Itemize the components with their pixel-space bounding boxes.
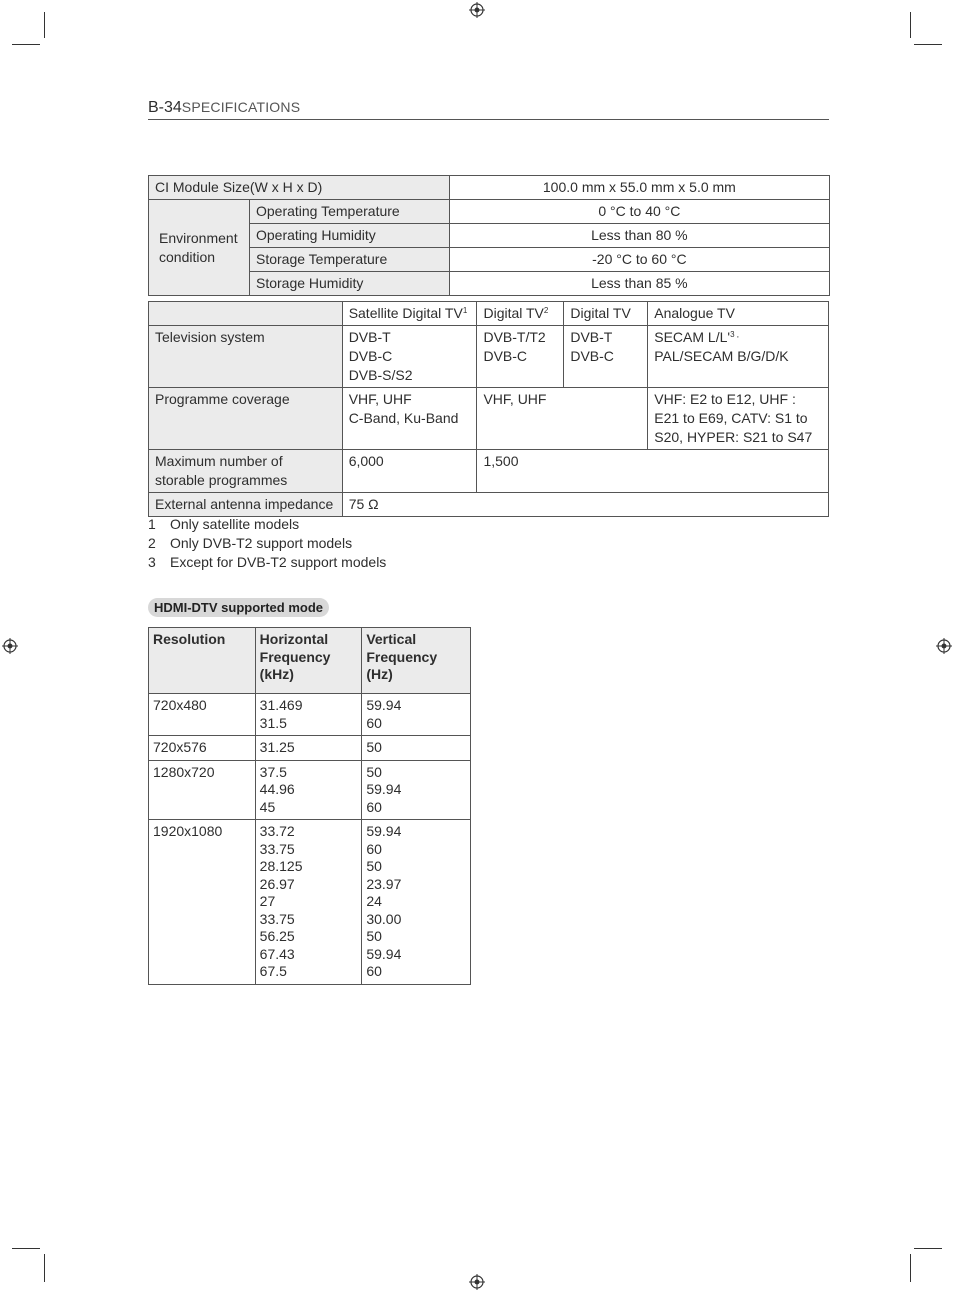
horizontal-cell: 37.5 44.96 45 — [255, 760, 362, 820]
cell: VHF, UHF C-Band, Ku-Band — [342, 388, 477, 450]
crop-mark — [910, 12, 911, 38]
table-row — [149, 736, 471, 761]
env-row-label: Storage Humidity — [249, 272, 449, 296]
env-row-value: -20 °C to 60 °C — [449, 248, 829, 272]
crop-mark — [12, 44, 40, 45]
crop-mark — [44, 12, 45, 38]
vertical-cell: 50 59.94 60 — [362, 760, 471, 820]
ci-module-value: 100.0 mm x 55.0 mm x 5.0 mm — [449, 176, 829, 200]
table-row — [149, 272, 830, 296]
vertical-cell: 50 — [362, 736, 471, 761]
header-digital-tv: Digital TV — [564, 302, 648, 326]
cell: VHF, UHF — [477, 388, 648, 450]
registration-mark-icon — [2, 638, 18, 654]
row-label: Maximum number of storable programmes — [149, 450, 343, 493]
table-row — [149, 694, 471, 736]
tv-system-table — [148, 301, 829, 517]
resolution-cell: 720x480 — [149, 694, 256, 736]
horizontal-cell: 31.25 — [255, 736, 362, 761]
vertical-cell: 59.94 60 50 23.97 24 30.00 50 59.94 60 — [362, 820, 471, 985]
row-label: Programme coverage — [149, 388, 343, 450]
table-row — [149, 820, 471, 985]
horizontal-cell: 33.72 33.75 28.125 26.97 27 33.75 56.25 67.43 67.5 — [255, 820, 362, 985]
env-row-value: Less than 85 % — [449, 272, 829, 296]
table-row — [149, 493, 829, 517]
footnotes — [148, 515, 386, 572]
header-horizontal: Horizontal Frequency (kHz) — [255, 628, 362, 694]
hdmi-section-title: HDMI-DTV supported mode — [148, 598, 329, 617]
table-row — [149, 176, 830, 200]
page-header — [148, 99, 829, 120]
resolution-cell: 720x576 — [149, 736, 256, 761]
section-title: SPECIFICATIONS — [181, 99, 301, 115]
table-row — [149, 302, 829, 326]
resolution-cell: 1920x1080 — [149, 820, 256, 985]
table-row — [149, 248, 830, 272]
ci-module-label: CI Module Size(W x H x D) — [149, 176, 450, 200]
horizontal-cell: 31.469 31.5 — [255, 694, 362, 736]
cell: 6,000 — [342, 450, 477, 493]
cell: DVB-T/T2 DVB-C — [477, 326, 564, 388]
row-label: Television system — [149, 326, 343, 388]
table-row — [149, 388, 829, 450]
table-row — [149, 326, 829, 388]
env-row-label: Operating Temperature — [249, 200, 449, 224]
environment-label: Environment condition — [149, 200, 250, 296]
footnote: 2 Only DVB-T2 support models — [148, 535, 353, 551]
crop-mark — [44, 1254, 45, 1282]
header-satellite: Satellite Digital $TV^1$ — [342, 302, 477, 326]
registration-mark-icon — [469, 2, 485, 18]
header-digital-tv2: Digital $TV^2$ — [477, 302, 564, 326]
table-row — [149, 760, 471, 820]
registration-mark-icon — [936, 638, 952, 654]
cell: 1,500 — [477, 450, 829, 493]
registration-mark-icon — [469, 1274, 485, 1290]
header-analogue-tv: Analogue TV — [648, 302, 829, 326]
crop-mark — [914, 44, 942, 45]
cell: DVB-T DVB-C — [564, 326, 648, 388]
crop-mark — [12, 1248, 40, 1249]
table-header-row — [149, 628, 471, 694]
crop-mark — [910, 1254, 911, 1282]
hdmi-mode-table — [148, 627, 471, 985]
env-row-value: 0 °C to 40 °C — [449, 200, 829, 224]
table-row — [149, 224, 830, 248]
header-resolution: Resolution — [149, 628, 256, 694]
ci-module-table — [148, 175, 830, 296]
cell: DVB-T DVB-C DVB-S/S2 — [342, 326, 477, 388]
row-label: External antenna impedance — [149, 493, 343, 517]
footnote: 1 Only satellite models — [148, 516, 300, 532]
crop-mark — [914, 1248, 942, 1249]
vertical-cell: 59.94 60 — [362, 694, 471, 736]
table-row — [149, 450, 829, 493]
empty-header-cell — [149, 302, 343, 326]
env-row-label: Operating Humidity — [249, 224, 449, 248]
footnote: 3 Except for DVB-T2 support models — [148, 554, 387, 570]
env-row-label: Storage Temperature — [249, 248, 449, 272]
header-vertical: Vertical Frequency (Hz) — [362, 628, 471, 694]
table-row — [149, 200, 830, 224]
cell: VHF: E2 to E12, UHF : E21 to E69, CATV: S1 to S20, HYPER: S21 to S47 — [648, 388, 829, 450]
resolution-cell: 1280x720 — [149, 760, 256, 820]
env-row-value: Less than 80 % — [449, 224, 829, 248]
page-number: B-34 — [148, 99, 182, 116]
cell: SECAM $L/L'^{3 ,}$ PAL/SECAM B/G/D/K — [648, 326, 829, 388]
cell: 75 Ω — [342, 493, 828, 517]
